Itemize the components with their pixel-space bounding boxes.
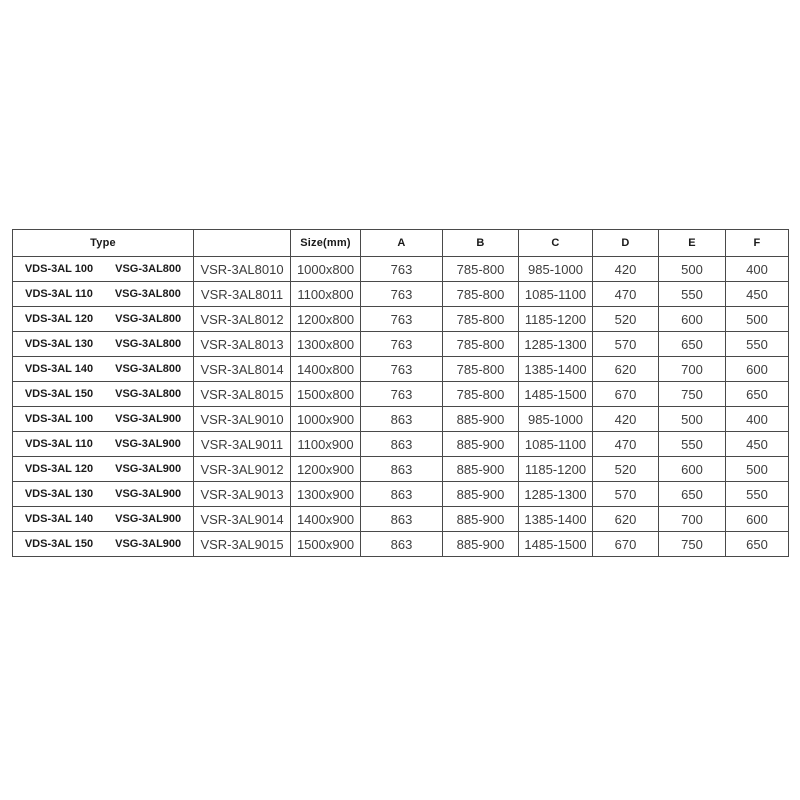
table-row [13,357,789,382]
cell-type [13,532,194,557]
table-row [13,507,789,532]
cell-a: 763 [361,382,443,407]
cell-model: VSR-3AL8013 [194,332,291,357]
vds-code: VDS-3AL 130 [24,488,94,500]
cell-type [13,332,194,357]
cell-f: 650 [726,532,789,557]
table-row [13,282,789,307]
cell-c: 1385-1400 [519,357,593,382]
cell-size: 1200x900 [291,457,361,482]
cell-b: 885-900 [443,432,519,457]
cell-size: 1000x800 [291,257,361,282]
cell-f: 400 [726,257,789,282]
cell-b: 785-800 [443,357,519,382]
cell-d: 670 [593,382,659,407]
cell-model: VSR-3AL9014 [194,507,291,532]
vds-code: VDS-3AL 140 [24,513,94,525]
vds-code: VDS-3AL 100 [24,263,94,275]
cell-c: 1485-1500 [519,532,593,557]
vsg-code: VSG-3AL900 [114,438,181,450]
cell-e: 750 [659,382,726,407]
cell-a: 863 [361,482,443,507]
cell-d: 620 [593,357,659,382]
vsg-code: VSG-3AL800 [115,338,182,350]
cell-type [13,482,194,507]
cell-c: 985-1000 [519,407,593,432]
cell-e: 500 [659,407,726,432]
col-header-d: D [593,230,659,257]
cell-a: 763 [361,257,443,282]
cell-b: 885-900 [443,532,519,557]
vsg-code: VSG-3AL800 [114,288,181,300]
cell-e: 700 [659,357,726,382]
cell-e: 600 [659,457,726,482]
vds-code: VDS-3AL 130 [24,338,94,350]
cell-model: VSR-3AL8014 [194,357,291,382]
table-row [13,382,789,407]
cell-size: 1200x800 [291,307,361,332]
cell-a: 863 [361,457,443,482]
table-row [13,407,789,432]
cell-type [13,432,194,457]
cell-a: 863 [361,407,443,432]
vsg-code: VSG-3AL800 [115,388,182,400]
cell-model: VSR-3AL9013 [194,482,291,507]
cell-size: 1100x800 [291,282,361,307]
col-header-f: F [726,230,789,257]
cell-model: VSR-3AL8012 [194,307,291,332]
cell-a: 763 [361,332,443,357]
cell-e: 750 [659,532,726,557]
cell-b: 885-900 [443,457,519,482]
cell-type [13,257,194,282]
cell-a: 763 [361,307,443,332]
vsg-code: VSG-3AL800 [115,263,182,275]
header-row [13,230,789,257]
cell-model: VSR-3AL8015 [194,382,291,407]
vds-code: VDS-3AL 110 [25,438,93,450]
cell-d: 570 [593,332,659,357]
cell-model: VSR-3AL9011 [194,432,291,457]
col-header-type: Type [13,230,194,257]
table-row [13,257,789,282]
vds-code: VDS-3AL 120 [24,463,94,475]
vsg-code: VSG-3AL900 [115,513,182,525]
vsg-code: VSG-3AL800 [115,363,182,375]
cell-size: 1300x800 [291,332,361,357]
cell-c: 1085-1100 [519,282,593,307]
table-row [13,332,789,357]
vds-code: VDS-3AL 110 [25,288,93,300]
table-row [13,457,789,482]
cell-a: 863 [361,507,443,532]
cell-a: 763 [361,357,443,382]
cell-e: 700 [659,507,726,532]
cell-type [13,457,194,482]
cell-f: 550 [726,482,789,507]
cell-d: 420 [593,407,659,432]
cell-c: 1185-1200 [519,457,593,482]
cell-f: 400 [726,407,789,432]
spec-table-body [13,257,789,557]
cell-model: VSR-3AL9010 [194,407,291,432]
spec-table [12,229,789,557]
cell-d: 520 [593,457,659,482]
cell-size: 1300x900 [291,482,361,507]
cell-b: 885-900 [443,407,519,432]
table-row [13,482,789,507]
cell-b: 785-800 [443,257,519,282]
cell-b: 885-900 [443,507,519,532]
cell-f: 500 [726,457,789,482]
cell-d: 520 [593,307,659,332]
cell-c: 1285-1300 [519,482,593,507]
spec-table-head [13,230,789,257]
cell-c: 1385-1400 [519,507,593,532]
cell-b: 785-800 [443,282,519,307]
cell-type [13,407,194,432]
cell-type [13,507,194,532]
cell-model: VSR-3AL8011 [194,282,291,307]
cell-model: VSR-3AL8010 [194,257,291,282]
cell-e: 650 [659,482,726,507]
cell-f: 650 [726,382,789,407]
cell-size: 1400x800 [291,357,361,382]
cell-type [13,282,194,307]
vds-code: VDS-3AL 100 [24,413,94,425]
cell-b: 785-800 [443,307,519,332]
vds-code: VDS-3AL 140 [24,363,94,375]
cell-f: 600 [726,507,789,532]
cell-d: 670 [593,532,659,557]
cell-e: 650 [659,332,726,357]
cell-d: 470 [593,432,659,457]
cell-c: 1285-1300 [519,332,593,357]
cell-d: 420 [593,257,659,282]
col-header-b: B [443,230,519,257]
cell-model: VSR-3AL9015 [194,532,291,557]
cell-size: 1000x900 [291,407,361,432]
cell-size: 1500x800 [291,382,361,407]
col-header-size: Size(mm) [291,230,361,257]
col-header-a: A [361,230,443,257]
cell-b: 785-800 [443,332,519,357]
cell-b: 885-900 [443,482,519,507]
cell-f: 600 [726,357,789,382]
cell-f: 500 [726,307,789,332]
col-header-c: C [519,230,593,257]
vds-code: VDS-3AL 150 [24,538,94,550]
cell-type [13,307,194,332]
cell-e: 550 [659,432,726,457]
cell-d: 570 [593,482,659,507]
cell-model: VSR-3AL9012 [194,457,291,482]
vds-code: VDS-3AL 120 [24,313,94,325]
table-row [13,432,789,457]
cell-size: 1500x900 [291,532,361,557]
cell-f: 450 [726,432,789,457]
vsg-code: VSG-3AL900 [115,538,182,550]
cell-a: 763 [361,282,443,307]
vsg-code: VSG-3AL900 [115,463,182,475]
cell-type [13,357,194,382]
cell-type [13,382,194,407]
vds-code: VDS-3AL 150 [24,388,94,400]
cell-d: 620 [593,507,659,532]
cell-b: 785-800 [443,382,519,407]
cell-e: 550 [659,282,726,307]
cell-f: 450 [726,282,789,307]
cell-c: 985-1000 [519,257,593,282]
cell-c: 1085-1100 [519,432,593,457]
cell-a: 863 [361,432,443,457]
cell-e: 500 [659,257,726,282]
col-header-model [194,230,291,257]
table-row [13,532,789,557]
cell-a: 863 [361,532,443,557]
cell-f: 550 [726,332,789,357]
cell-size: 1100x900 [291,432,361,457]
table-row [13,307,789,332]
vsg-code: VSG-3AL900 [115,413,182,425]
vsg-code: VSG-3AL900 [115,488,182,500]
cell-e: 600 [659,307,726,332]
cell-size: 1400x900 [291,507,361,532]
cell-c: 1185-1200 [519,307,593,332]
col-header-e: E [659,230,726,257]
cell-d: 470 [593,282,659,307]
vsg-code: VSG-3AL800 [115,313,182,325]
cell-c: 1485-1500 [519,382,593,407]
